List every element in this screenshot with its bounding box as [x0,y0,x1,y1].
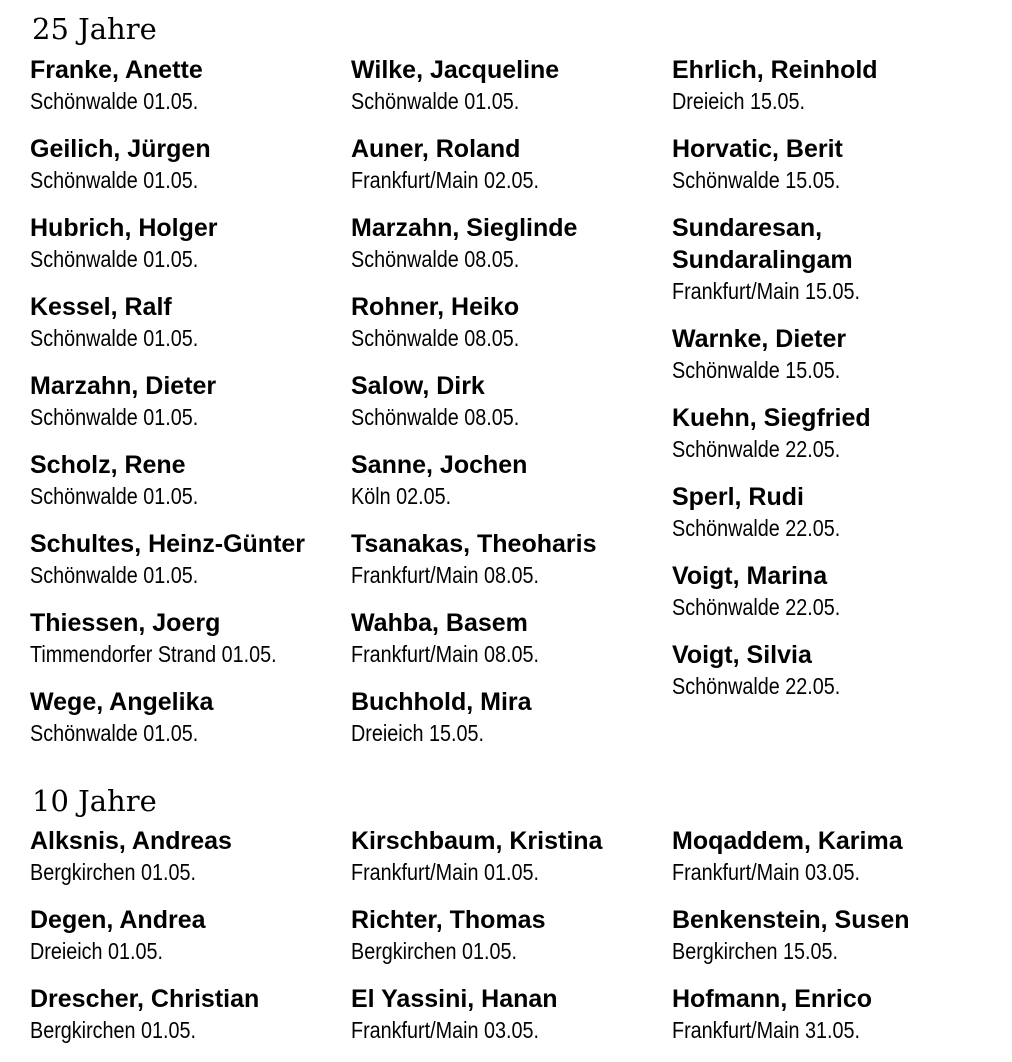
section-title-10-jahre: 10 Jahre [32,784,157,818]
person-name: Voigt, Silvia [672,641,812,669]
list-item [672,481,990,544]
person-name: Degen, Andrea [30,906,206,934]
list-item [30,291,351,354]
location-date: Schönwalde 01.05. [30,246,199,272]
location-date: Schönwalde 01.05. [30,720,199,746]
person-name: Sundaresan, Sundaralingam [672,214,853,274]
person-name: Alksnis, Andreas [30,827,232,855]
person-name: Wege, Angelika [30,688,214,716]
anniversary-list-25-jahre [30,54,990,765]
person-name: Hofmann, Enrico [672,985,873,1013]
list-item [351,528,672,591]
location-date: Frankfurt/Main 02.05. [351,167,540,193]
location-date: Schönwalde 15.05. [672,357,841,383]
list-item [351,686,672,749]
location-date: Schönwalde 22.05. [672,436,841,462]
list-item [30,133,351,196]
list-item [672,323,990,386]
location-date: Bergkirchen 01.05. [30,1017,197,1043]
person-name: Ehrlich, Reinhold [672,56,878,84]
location-date: Bergkirchen 15.05. [672,938,839,964]
location-date: Schönwalde 22.05. [672,515,841,541]
list-column [351,825,672,1062]
person-name: Marzahn, Dieter [30,372,217,400]
list-item [30,904,351,967]
person-name: Sperl, Rudi [672,483,804,511]
person-name: Kirschbaum, Kristina [351,827,603,855]
location-date: Schönwalde 01.05. [30,167,199,193]
list-item [672,212,990,307]
section-title-25-jahre: 25 Jahre [32,12,157,46]
list-item [351,370,672,433]
person-name: Scholz, Rene [30,451,186,479]
list-item [30,370,351,433]
person-name: Franke, Anette [30,56,203,84]
list-item [30,825,351,888]
person-name: Benkenstein, Susen [672,906,910,934]
location-date: Schönwalde 01.05. [351,88,520,114]
location-date: Schönwalde 01.05. [30,88,199,114]
person-name: El Yassini, Hanan [351,985,558,1013]
location-date: Bergkirchen 01.05. [351,938,518,964]
person-name: Marzahn, Sieglinde [351,214,578,242]
person-name: Hubrich, Holger [30,214,218,242]
location-date: Frankfurt/Main 03.05. [351,1017,540,1043]
person-name: Auner, Roland [351,135,521,163]
person-name: Warnke, Dieter [672,325,847,353]
location-date: Schönwalde 01.05. [30,562,199,588]
person-name: Kuehn, Siegfried [672,404,871,432]
location-date: Bergkirchen 01.05. [30,859,197,885]
list-item [30,54,351,117]
location-date: Schönwalde 01.05. [30,325,199,351]
location-date: Schönwalde 08.05. [351,246,520,272]
person-name: Kessel, Ralf [30,293,172,321]
location-date: Frankfurt/Main 31.05. [672,1017,861,1043]
location-date: Frankfurt/Main 15.05. [672,278,861,304]
list-item [351,825,672,888]
list-item [351,983,672,1046]
list-column [351,54,672,765]
location-date: Dreieich 01.05. [30,938,164,964]
anniversary-list-10-jahre [30,825,990,1062]
person-name: Wahba, Basem [351,609,528,637]
location-date: Frankfurt/Main 08.05. [351,562,540,588]
list-item [672,560,990,623]
list-item [672,402,990,465]
list-item [351,291,672,354]
list-item [672,639,990,702]
list-item [351,212,672,275]
location-date: Köln 02.05. [351,483,452,509]
person-name: Sanne, Jochen [351,451,528,479]
person-name: Rohner, Heiko [351,293,520,321]
list-item [672,983,990,1046]
list-column [30,54,351,765]
list-item [351,607,672,670]
location-date: Schönwalde 01.05. [30,404,199,430]
list-item [30,528,351,591]
person-name: Voigt, Marina [672,562,828,590]
person-name: Thiessen, Joerg [30,609,221,637]
person-name: Moqaddem, Karima [672,827,903,855]
list-column [30,825,351,1062]
list-item [351,449,672,512]
list-item [351,133,672,196]
location-date: Dreieich 15.05. [351,720,485,746]
person-name: Schultes, Heinz-Günter [30,530,306,558]
location-date: Schönwalde 08.05. [351,325,520,351]
location-date: Schönwalde 22.05. [672,673,841,699]
person-name: Drescher, Christian [30,985,260,1013]
list-column [672,54,990,765]
list-item [30,607,351,670]
location-date: Schönwalde 22.05. [672,594,841,620]
list-item [351,54,672,117]
location-date: Frankfurt/Main 08.05. [351,641,540,667]
list-item [672,54,990,117]
person-name: Buchhold, Mira [351,688,532,716]
location-date: Schönwalde 15.05. [672,167,841,193]
person-name: Horvatic, Berit [672,135,843,163]
list-item [351,904,672,967]
location-date: Dreieich 15.05. [672,88,806,114]
list-item [30,449,351,512]
location-date: Frankfurt/Main 01.05. [351,859,540,885]
list-item [30,212,351,275]
list-item [30,983,351,1046]
person-name: Tsanakas, Theoharis [351,530,597,558]
list-column [672,825,990,1062]
list-item [672,825,990,888]
person-name: Richter, Thomas [351,906,546,934]
person-name: Geilich, Jürgen [30,135,211,163]
list-item [672,133,990,196]
location-date: Frankfurt/Main 03.05. [672,859,861,885]
person-name: Wilke, Jacqueline [351,56,560,84]
list-item [672,904,990,967]
location-date: Schönwalde 01.05. [30,483,199,509]
location-date: Schönwalde 08.05. [351,404,520,430]
location-date: Timmendorfer Strand 01.05. [30,641,277,667]
person-name: Salow, Dirk [351,372,485,400]
list-item [30,686,351,749]
